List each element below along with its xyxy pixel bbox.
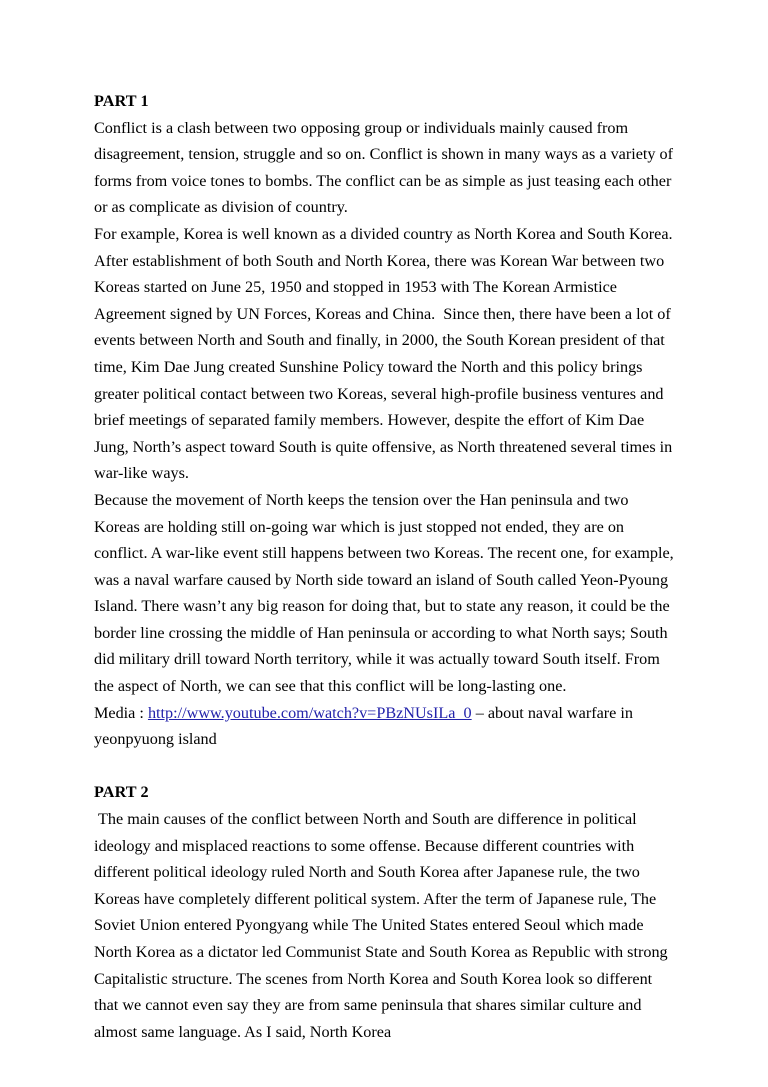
part2-paragraph-1: The main causes of the conflict between North and South are difference in political ideology and misplaced reactions to some offense. Because different countries with different political ideology ruled North and South Korea after Japanese rule, the two Koreas have completely different political system. After the term of Japanese rule, The Soviet Union entered Pyongyang while The United States entered Seoul which made North Korea as a dictator led Communist State and South Korea as Republic with strong Capitalistic structure. The scenes from North Korea and South Korea look so different that we cannot even say they are from same peninsula that shares similar culture and almost same language. As I said, North Korea [94, 810, 672, 1041]
part1-paragraph-1: Conflict is a clash between two opposing group or individuals mainly caused from disagreement, tension, struggle and so on. Conflict is shown in many ways as a variety of forms from voice tones to bombs. The conflict can be as simple as just teasing each other or as complicate as division of country. [94, 118, 678, 217]
part1-paragraph-3: Because the movement of North keeps the tension over the Han peninsula and two Koreas are holding still on-going war which is just stopped not ended, they are on conflict. A war-like event still happens between two Koreas. The recent one, for example, was a naval warfare caused by North side toward an island of South called Yeon-Pyoung Island. There wasn’t any big reason for doing that, but to state any reason, it could be the border line crossing the middle of Han peninsula or according to what North says; South did military drill toward North territory, while it was actually toward South itself. From the aspect of North, we can see that this conflict will be long-lasting one. [94, 490, 678, 696]
part1-paragraph-2: For example, Korea is well known as a divided country as North Korea and South Korea. After establishment of both South and North Korea, there was Korean War between two Koreas started on June 25, 1950 and stopped in 1953 with The Korean Armistice Agreement signed by UN Forces, Koreas and China. Since then, there have been a lot of events between North and South and finally, in 2000, the South Korean president of that time, Kim Dae Jung created Sunshine Policy toward the North and this policy brings greater political contact between two Koreas, several high-profile business ventures and brief meetings of separated family members. However, despite the effort of Kim Dae Jung, North’s aspect toward South is quite offensive, as North threatened several times in war-like ways. [94, 224, 677, 483]
part2-heading: PART 2 [94, 783, 149, 802]
section-spacer [94, 753, 674, 780]
media-description: – about naval warfare in yeonpyuong island [94, 703, 638, 749]
media-line [94, 700, 674, 753]
media-link[interactable]: http://www.youtube.com/watch?v=PBzNUsILa_0 [147, 703, 472, 722]
part1-heading: PART 1 [94, 92, 149, 110]
media-label: Media : [94, 703, 148, 722]
document-body [94, 88, 678, 1045]
